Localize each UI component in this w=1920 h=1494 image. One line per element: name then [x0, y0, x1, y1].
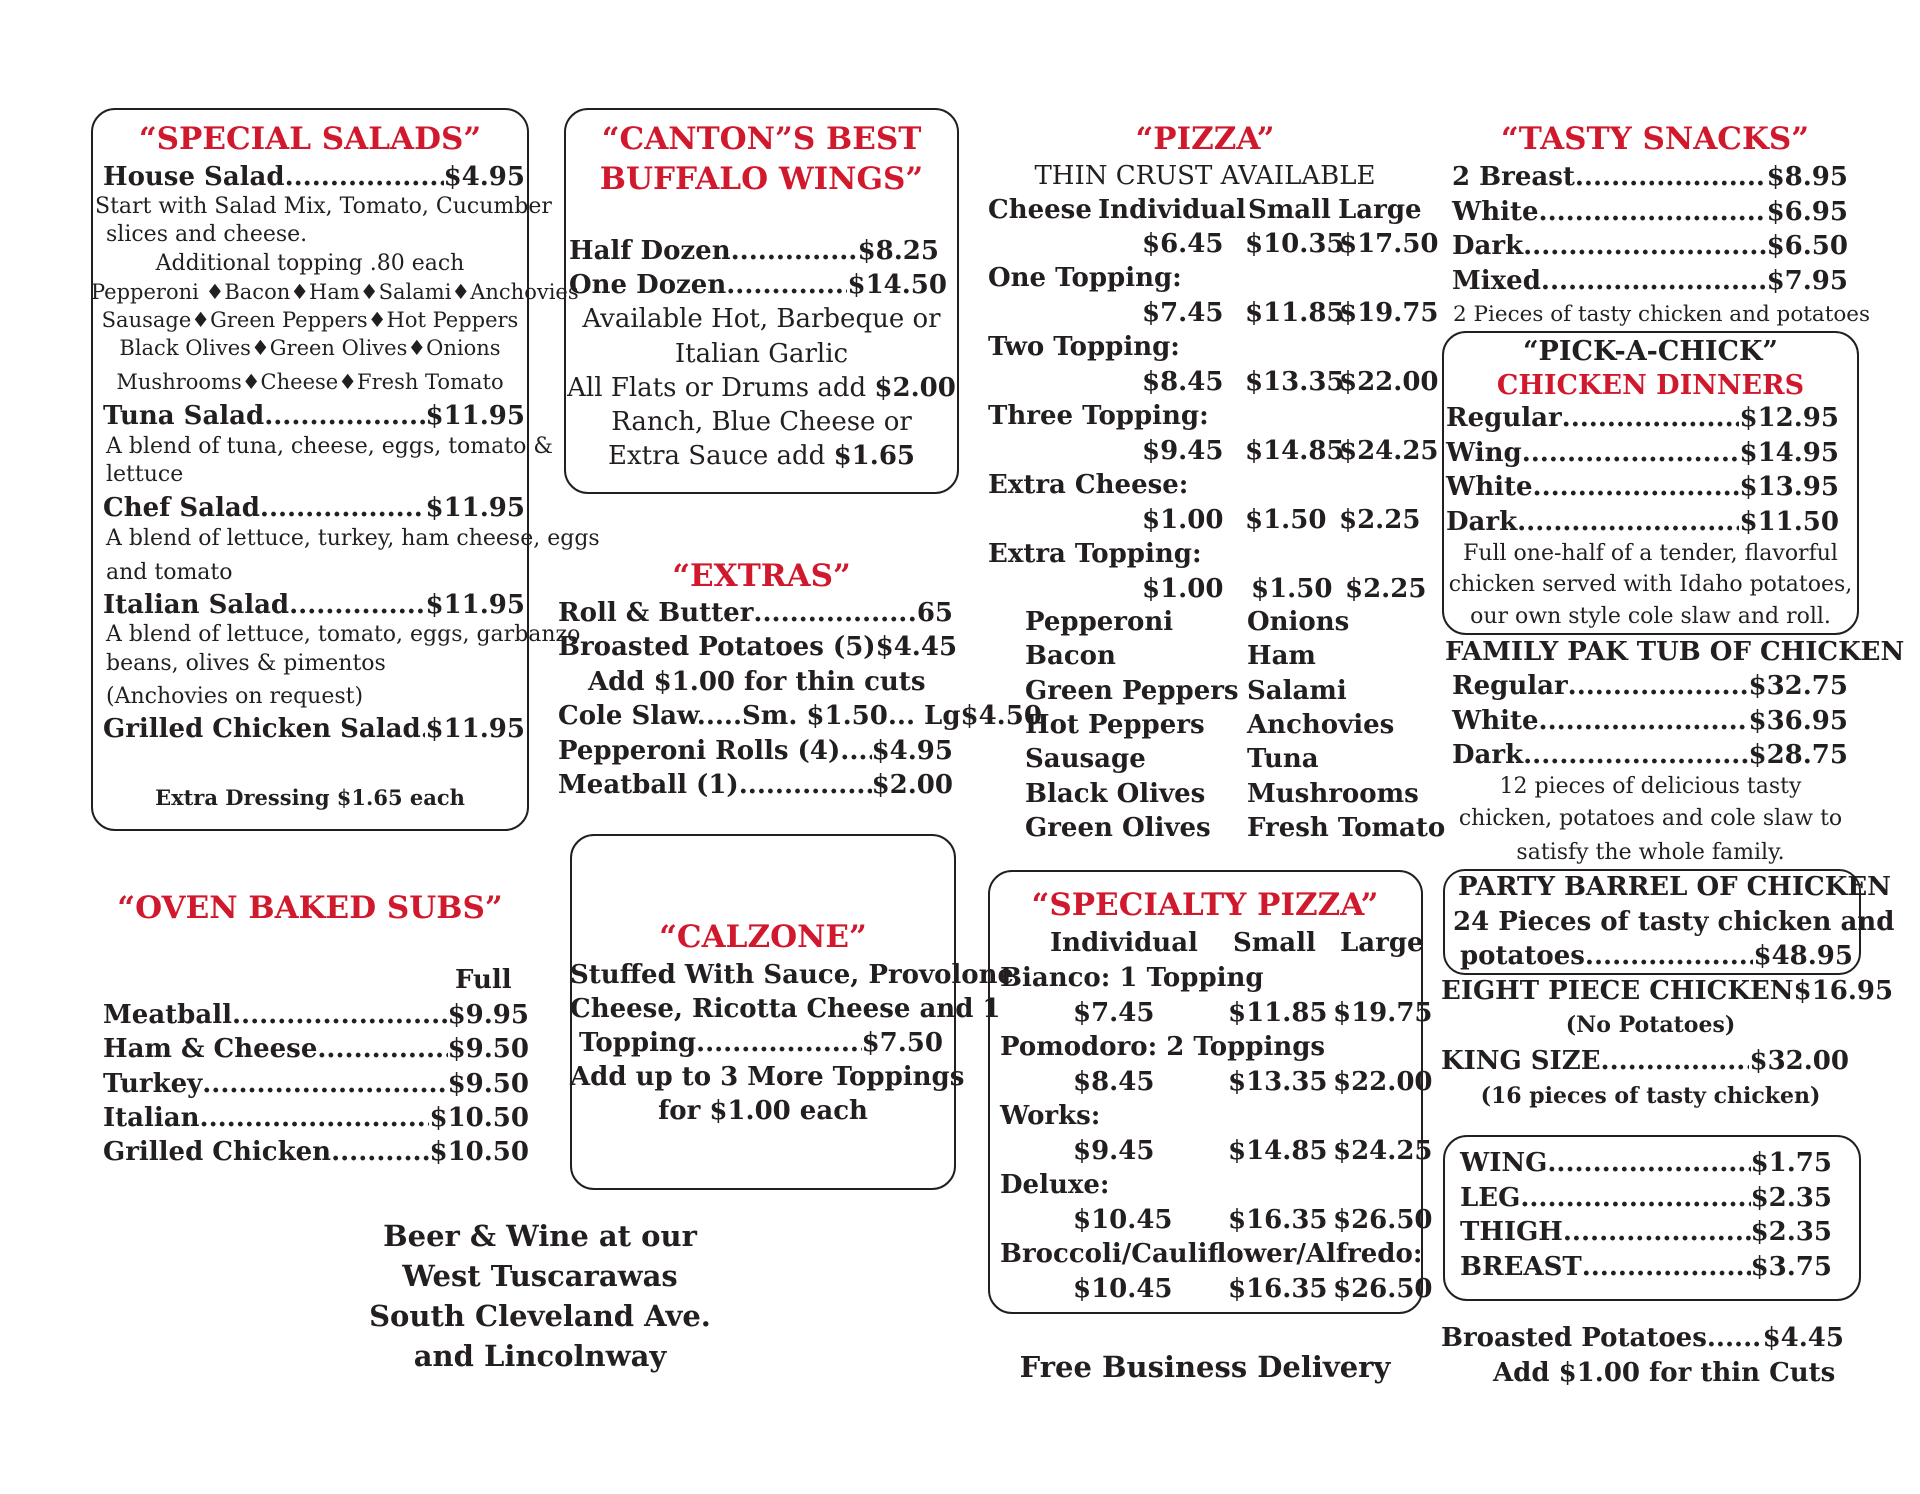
pizza-topping-right-0: Onions [1247, 607, 1350, 637]
familypak-item-0-name: Regular [1452, 671, 1568, 701]
wings-half-dozen [569, 238, 939, 264]
extras-pepperoni [558, 738, 953, 764]
pickachick-title-1: “PICK-A-CHICK” [1523, 336, 1778, 367]
barrel-potatoes-name: potatoes [1460, 941, 1585, 971]
pizza-row-4-price-2: $2.25 [1345, 574, 1427, 604]
italian-salad-desc1: A blend of lettuce, tomato, eggs, garbanzo [106, 622, 581, 647]
piece-item-1-line [1460, 1182, 1832, 1213]
sub-item-2-name: Turkey [103, 1068, 203, 1099]
wings-line-2: Italian Garlic [674, 339, 849, 369]
familypak-item-0-leader [1568, 673, 1749, 699]
piece-item-1-price: $2.35 [1750, 1182, 1832, 1213]
pickachick-item-0-price: $12.95 [1739, 403, 1839, 433]
piece-item-2-line [1460, 1219, 1832, 1245]
extras-roll [558, 600, 953, 626]
snack-item-1-leader [1539, 199, 1767, 225]
familypak-item-2-name: Dark [1452, 740, 1524, 770]
wings-line-5-price: $1.65 [833, 441, 916, 471]
extras-coleslaw: Cole Slaw.....Sm. $1.50... Lg$4.50 [558, 701, 1042, 731]
extras-meat-price: $2.00 [871, 770, 953, 800]
pickachick-item-0-name: Regular [1446, 403, 1562, 433]
familypak-item-0-line [1452, 673, 1848, 699]
extras-pep-name: Pepperoni Rolls (4) [558, 736, 841, 766]
pizza-row-0-price-2: $19.75 [1339, 298, 1439, 328]
chef-salad-name: Chef Salad [103, 493, 260, 523]
salads-title: “SPECIAL SALADS” [138, 121, 482, 157]
calzone-line-5: for $1.00 each [658, 1096, 868, 1126]
eight-piece-price: $16.95 [1793, 976, 1894, 1006]
specialty-row-1-price-2: $22.00 [1333, 1067, 1433, 1097]
pickachick-item-2-price: $13.95 [1739, 472, 1839, 502]
specialty-row-0-price-0: $7.45 [1073, 998, 1155, 1028]
beer-line-4: and Lincolnway [413, 1339, 667, 1373]
pizza-title: “PIZZA” [1135, 121, 1275, 157]
pizza-cheese-large: $17.50 [1339, 229, 1439, 259]
sub-item-4-leader [331, 1139, 429, 1165]
bottom-broasted-price: $4.45 [1762, 1323, 1844, 1353]
wings-dozen-name: One Dozen [569, 270, 727, 300]
topping-line-2: Sausage♦Green Peppers♦Hot Peppers [101, 308, 519, 332]
extras-broasted [558, 632, 958, 662]
italian-salad-desc2: beans, olives & pimentos [106, 651, 386, 676]
snack-item-2-name: Dark [1452, 231, 1524, 261]
sub-item-4-name: Grilled Chicken [103, 1137, 332, 1168]
pizza-header-cheese: Cheese [988, 195, 1092, 225]
sub-item-2-line [103, 1068, 529, 1099]
pickachick-item-3-name: Dark [1446, 506, 1518, 537]
extras-broasted-name: Broasted Potatoes (5) [558, 632, 876, 662]
bottom-thin: Add $1.00 for thin Cuts [1493, 1358, 1836, 1388]
extras-pep-price: $4.95 [871, 736, 953, 766]
chef-salad-line [103, 495, 525, 521]
pizza-topping-left-4: Sausage [1025, 744, 1146, 775]
familypak-item-1-leader [1539, 708, 1749, 734]
sub-item-4-line [103, 1137, 529, 1168]
king-size-note: (16 pieces of tasty chicken) [1480, 1083, 1821, 1109]
pizza-row-2-price-0: $9.45 [1142, 436, 1224, 466]
pizza-header-large: Large [1338, 195, 1422, 225]
sub-item-1-line [103, 1034, 529, 1065]
calzone-title: “CALZONE” [659, 919, 867, 955]
beer-line-1: Beer & Wine at our [383, 1219, 697, 1253]
wings-line-3-text: All Flats or Drums add [567, 373, 875, 403]
pickachick-item-2-line [1446, 474, 1839, 500]
snack-item-1-price: $6.95 [1766, 196, 1848, 227]
wings-line-5-text: Extra Sauce add [607, 441, 834, 471]
calzone-topping-price: $7.50 [861, 1028, 943, 1058]
pickachick-item-1-leader [1522, 440, 1740, 466]
piece-item-2-price: $2.35 [1750, 1217, 1832, 1247]
tuna-salad-line [103, 403, 525, 429]
pickachick-item-0-leader [1562, 405, 1740, 431]
calzone-line-2: Cheese, Ricotta Cheese and 1 [570, 994, 1001, 1024]
house-salad-name: House Salad [103, 162, 285, 192]
snacks-note: 2 Pieces of tasty chicken and potatoes [1453, 302, 1871, 327]
pizza-topping-right-6: Fresh Tomato [1247, 812, 1446, 843]
calzone-topping-name: Topping [579, 1028, 697, 1058]
snack-item-3-price: $7.95 [1766, 265, 1848, 296]
pickachick-item-2-leader [1533, 474, 1740, 500]
sub-item-1-name: Ham & Cheese [103, 1034, 318, 1065]
bottom-broasted-line [1441, 1325, 1844, 1351]
familypak-desc-1: 12 pieces of delicious tasty [1499, 774, 1802, 799]
specialty-row-0-label: Bianco: 1 Topping [1000, 963, 1264, 993]
italian-salad-desc3: (Anchovies on request) [106, 684, 364, 709]
specialty-row-4-price-1: $16.35 [1228, 1274, 1328, 1304]
specialty-row-3-price-0: $10.45 [1073, 1205, 1173, 1235]
pizza-row-3-label: Extra Cheese: [988, 470, 1189, 500]
sub-item-2-leader [202, 1071, 447, 1097]
specialty-row-2-price-2: $24.25 [1333, 1136, 1433, 1166]
familypak-item-2-leader [1523, 742, 1748, 768]
pizza-row-1-price-0: $8.45 [1142, 367, 1224, 397]
king-size-line [1441, 1048, 1849, 1074]
calzone-line-3 [579, 1030, 943, 1056]
specialty-row-4-price-0: $10.45 [1073, 1274, 1173, 1304]
piece-item-0-price: $1.75 [1750, 1148, 1832, 1178]
piece-item-1-name: LEG [1460, 1182, 1521, 1213]
topping-line-1: Pepperoni ♦Bacon♦Ham♦Salami♦Anchovies [91, 280, 579, 304]
pizza-subtitle: THIN CRUST AVAILABLE [1034, 161, 1376, 191]
sub-item-0-name: Meatball [103, 1000, 232, 1030]
pizza-header-individual: Individual [1098, 195, 1246, 225]
snack-item-3-leader [1541, 268, 1767, 294]
specialty-row-2-price-0: $9.45 [1073, 1136, 1155, 1166]
house-salad-price: $4.95 [443, 162, 525, 192]
sub-item-4-price: $10.50 [429, 1137, 529, 1168]
pizza-topping-right-3: Anchovies [1247, 709, 1395, 740]
extras-broasted-price: $4.45 [875, 632, 958, 662]
house-salad-line [103, 164, 525, 190]
wings-line-4: Ranch, Blue Cheese or [611, 407, 912, 437]
specialty-row-4-price-2: $26.50 [1333, 1274, 1433, 1304]
wings-line-1: Available Hot, Barbeque or [582, 304, 941, 334]
extras-thin: Add $1.00 for thin cuts [588, 667, 926, 697]
grilled-salad-price: $11.95 [425, 714, 525, 744]
familypak-item-0-price: $32.75 [1748, 671, 1848, 701]
specialty-row-2-price-1: $14.85 [1228, 1136, 1328, 1166]
pickachick-item-0-line [1446, 405, 1839, 431]
pizza-row-1-price-1: $13.35 [1245, 367, 1345, 397]
piece-item-3-price: $3.75 [1750, 1251, 1832, 1282]
snack-item-0-leader [1575, 164, 1767, 190]
pizza-topping-left-6: Green Olives [1025, 812, 1211, 843]
pizza-topping-right-2: Salami [1247, 675, 1347, 706]
familypak-item-1-price: $36.95 [1748, 705, 1848, 736]
pizza-row-2-price-2: $24.25 [1339, 436, 1439, 466]
italian-salad-name: Italian Salad [103, 590, 290, 620]
familypak-item-2-price: $28.75 [1748, 740, 1848, 770]
snack-item-3-name: Mixed [1452, 265, 1541, 296]
pickachick-item-3-leader [1517, 509, 1739, 535]
pickachick-desc-3: our own style cole slaw and roll. [1470, 604, 1831, 629]
king-size-name: KING SIZE [1441, 1046, 1601, 1076]
bottom-broasted-name: Broasted Potatoes. [1441, 1323, 1716, 1353]
beer-line-2: West Tuscarawas [402, 1259, 678, 1293]
wings-dozen-price: $14.50 [847, 270, 947, 300]
topping-title: Additional topping .80 each [155, 251, 465, 276]
barrel-line-3 [1460, 943, 1853, 969]
king-size-price: $32.00 [1749, 1046, 1849, 1076]
familypak-item-2-line [1452, 742, 1848, 768]
pizza-topping-left-1: Bacon [1025, 641, 1116, 672]
barrel-line-1: PARTY BARREL OF CHICKEN [1458, 872, 1891, 902]
pizza-topping-left-3: Hot Peppers [1025, 709, 1205, 740]
pickachick-item-1-name: Wing [1446, 437, 1522, 468]
pizza-row-0-price-1: $11.85 [1245, 298, 1345, 328]
pickachick-item-3-price: $11.50 [1739, 506, 1839, 537]
pizza-row-3-price-0: $1.00 [1142, 505, 1224, 535]
pizza-header-small: Small [1248, 195, 1331, 225]
snack-item-2-line [1452, 233, 1848, 259]
tuna-salad-price: $11.95 [425, 401, 525, 431]
sub-item-3-name: Italian [103, 1102, 200, 1133]
pizza-row-2-label: Three Topping: [988, 401, 1209, 431]
chef-salad-desc1: A blend of lettuce, turkey, ham cheese, eggs [106, 526, 600, 551]
specialty-title: “SPECIALTY PIZZA” [1031, 887, 1379, 923]
free-delivery: Free Business Delivery [1019, 1350, 1391, 1384]
snacks-title: “TASTY SNACKS” [1500, 121, 1810, 157]
sub-item-3-line [103, 1102, 529, 1133]
chef-salad-desc2: and tomato [106, 560, 233, 585]
pizza-row-0-label: One Topping: [988, 263, 1182, 293]
piece-item-3-name: BREAST [1460, 1251, 1582, 1282]
piece-item-0-line [1460, 1150, 1832, 1176]
wings-line-3 [564, 375, 959, 401]
pizza-row-0-price-0: $7.45 [1142, 298, 1224, 328]
grilled-salad-name: Grilled Chicken Salad [103, 714, 421, 744]
pizza-topping-right-5: Mushrooms [1247, 778, 1419, 809]
piece-item-2-leader [1563, 1219, 1751, 1245]
pizza-topping-right-1: Ham [1247, 641, 1316, 672]
pizza-topping-left-2: Green Peppers [1025, 675, 1239, 706]
pizza-cheese-individual: $6.45 [1142, 229, 1224, 259]
specialty-row-0-price-2: $19.75 [1333, 998, 1433, 1028]
specialty-row-3-price-1: $16.35 [1228, 1205, 1328, 1235]
piece-item-3-leader [1582, 1254, 1751, 1280]
snack-item-0-line [1452, 164, 1848, 190]
subs-col-full: Full [455, 965, 512, 995]
extras-title: “EXTRAS” [672, 558, 851, 594]
snack-item-3-line [1452, 265, 1848, 296]
wings-half-name: Half Dozen [569, 236, 731, 266]
pizza-row-1-price-2: $22.00 [1339, 367, 1439, 397]
snack-item-0-price: $8.95 [1766, 162, 1848, 192]
pickachick-desc-2: chicken served with Idaho potatoes, [1448, 572, 1853, 597]
wings-half-price: $8.25 [857, 236, 939, 266]
piece-item-3-line [1460, 1251, 1832, 1282]
house-salad-desc1: Start with Salad Mix, Tomato, Cucumber [95, 194, 552, 219]
specialty-header-large: Large [1340, 928, 1424, 958]
pickachick-item-3-line [1446, 506, 1839, 537]
grilled-salad-line [103, 716, 525, 742]
chef-salad-price: $11.95 [425, 493, 525, 523]
specialty-header-small: Small [1233, 928, 1316, 958]
house-salad-desc2: slices and cheese. [106, 222, 308, 247]
specialty-row-3-label: Deluxe: [1000, 1170, 1110, 1200]
pizza-row-2-price-1: $14.85 [1245, 436, 1345, 466]
eight-piece-note: (No Potatoes) [1565, 1012, 1736, 1038]
pizza-topping-right-4: Tuna [1247, 744, 1319, 775]
specialty-row-1-price-0: $8.45 [1073, 1067, 1155, 1097]
barrel-line-2: 24 Pieces of tasty chicken and [1453, 907, 1895, 937]
snack-item-1-line [1452, 196, 1848, 227]
wings-line-3-price: $2.00 [874, 373, 956, 403]
pickachick-item-1-price: $14.95 [1739, 437, 1839, 468]
tuna-salad-name: Tuna Salad [103, 401, 265, 431]
specialty-row-2-label: Works: [1000, 1101, 1101, 1131]
sub-item-0-line [103, 1002, 529, 1028]
familypak-title: FAMILY PAK TUB OF CHICKEN [1445, 637, 1905, 667]
extras-roll-name: Roll & Butter [558, 598, 754, 628]
italian-salad-line [103, 592, 525, 618]
tuna-salad-desc1: A blend of tuna, cheese, eggs, tomato & [106, 434, 553, 459]
extra-dressing: Extra Dressing $1.65 each [155, 785, 465, 810]
sub-item-2-price: $9.50 [447, 1068, 529, 1099]
snack-item-2-price: $6.50 [1766, 231, 1848, 261]
pizza-row-3-price-2: $2.25 [1339, 505, 1421, 535]
snack-item-1-name: White [1452, 196, 1539, 227]
specialty-row-3-price-2: $26.50 [1333, 1205, 1433, 1235]
barrel-potatoes-price: $48.95 [1753, 941, 1853, 971]
specialty-row-4-label: Broccoli/Cauliflower/Alfredo: [1000, 1239, 1423, 1269]
extras-roll-price: .65 [907, 598, 953, 628]
calzone-line-1: Stuffed With Sauce, Provolone [570, 960, 1015, 990]
pickachick-item-1-line [1446, 437, 1839, 468]
piece-item-0-leader [1547, 1150, 1750, 1176]
sub-item-0-leader [232, 1002, 448, 1028]
wings-line-5 [564, 443, 959, 469]
wings-one-dozen [569, 272, 947, 298]
tuna-salad-desc2: lettuce [106, 462, 184, 487]
specialty-row-1-label: Pomodoro: 2 Toppings [1000, 1032, 1326, 1062]
pickachick-item-2-name: White [1446, 472, 1533, 502]
pizza-cheese-small: $10.35 [1245, 229, 1345, 259]
sub-item-3-leader [200, 1105, 430, 1131]
familypak-item-1-name: White [1452, 705, 1539, 736]
wings-title-1: “CANTON”S BEST [601, 121, 922, 157]
piece-item-1-leader [1520, 1185, 1750, 1211]
piece-item-0-name: WING [1460, 1148, 1548, 1178]
extras-meatball [558, 772, 953, 798]
beer-line-3: South Cleveland Ave. [369, 1299, 711, 1333]
specialty-row-0-price-1: $11.85 [1228, 998, 1328, 1028]
pizza-row-3-price-1: $1.50 [1245, 505, 1327, 535]
sub-item-0-price: $9.95 [447, 1000, 529, 1030]
topping-line-3: Black Olives♦Green Olives♦Onions [119, 336, 501, 360]
sub-item-1-price: $9.50 [447, 1034, 529, 1065]
pizza-row-4-label: Extra Topping: [988, 539, 1202, 569]
sub-item-3-price: $10.50 [429, 1102, 529, 1133]
piece-item-2-name: THIGH [1460, 1217, 1563, 1247]
eight-piece-name: EIGHT PIECE CHICKEN [1441, 976, 1794, 1006]
specialty-header-individual: Individual [1050, 928, 1198, 958]
subs-title: “OVEN BAKED SUBS” [117, 890, 503, 926]
familypak-desc-3: satisfy the whole family. [1516, 840, 1785, 865]
pickachick-desc-1: Full one-half of a tender, flavorful [1463, 541, 1838, 566]
calzone-line-4: Add up to 3 More Toppings [570, 1062, 965, 1092]
familypak-desc-2: chicken, potatoes and cole slaw to [1458, 806, 1843, 831]
pizza-topping-left-5: Black Olives [1025, 778, 1206, 809]
wings-title-2: BUFFALO WINGS” [599, 161, 924, 197]
pizza-row-1-label: Two Topping: [988, 332, 1180, 362]
sub-item-1-leader [317, 1036, 447, 1062]
snack-item-0-name: 2 Breast [1452, 162, 1575, 192]
pizza-row-4-price-0: $1.00 [1142, 574, 1224, 604]
extras-meat-name: Meatball (1) [558, 770, 739, 800]
specialty-row-1-price-1: $13.35 [1228, 1067, 1328, 1097]
pizza-topping-left-0: Pepperoni [1025, 607, 1174, 637]
italian-salad-price: $11.95 [425, 590, 525, 620]
pickachick-title-2: CHICKEN DINNERS [1496, 370, 1805, 401]
familypak-item-1-line [1452, 705, 1848, 736]
pizza-row-4-price-1: $1.50 [1251, 574, 1333, 604]
topping-line-4: Mushrooms♦Cheese♦Fresh Tomato [116, 370, 504, 394]
eight-piece-line [1441, 976, 1894, 1006]
snack-item-2-leader [1523, 233, 1766, 259]
